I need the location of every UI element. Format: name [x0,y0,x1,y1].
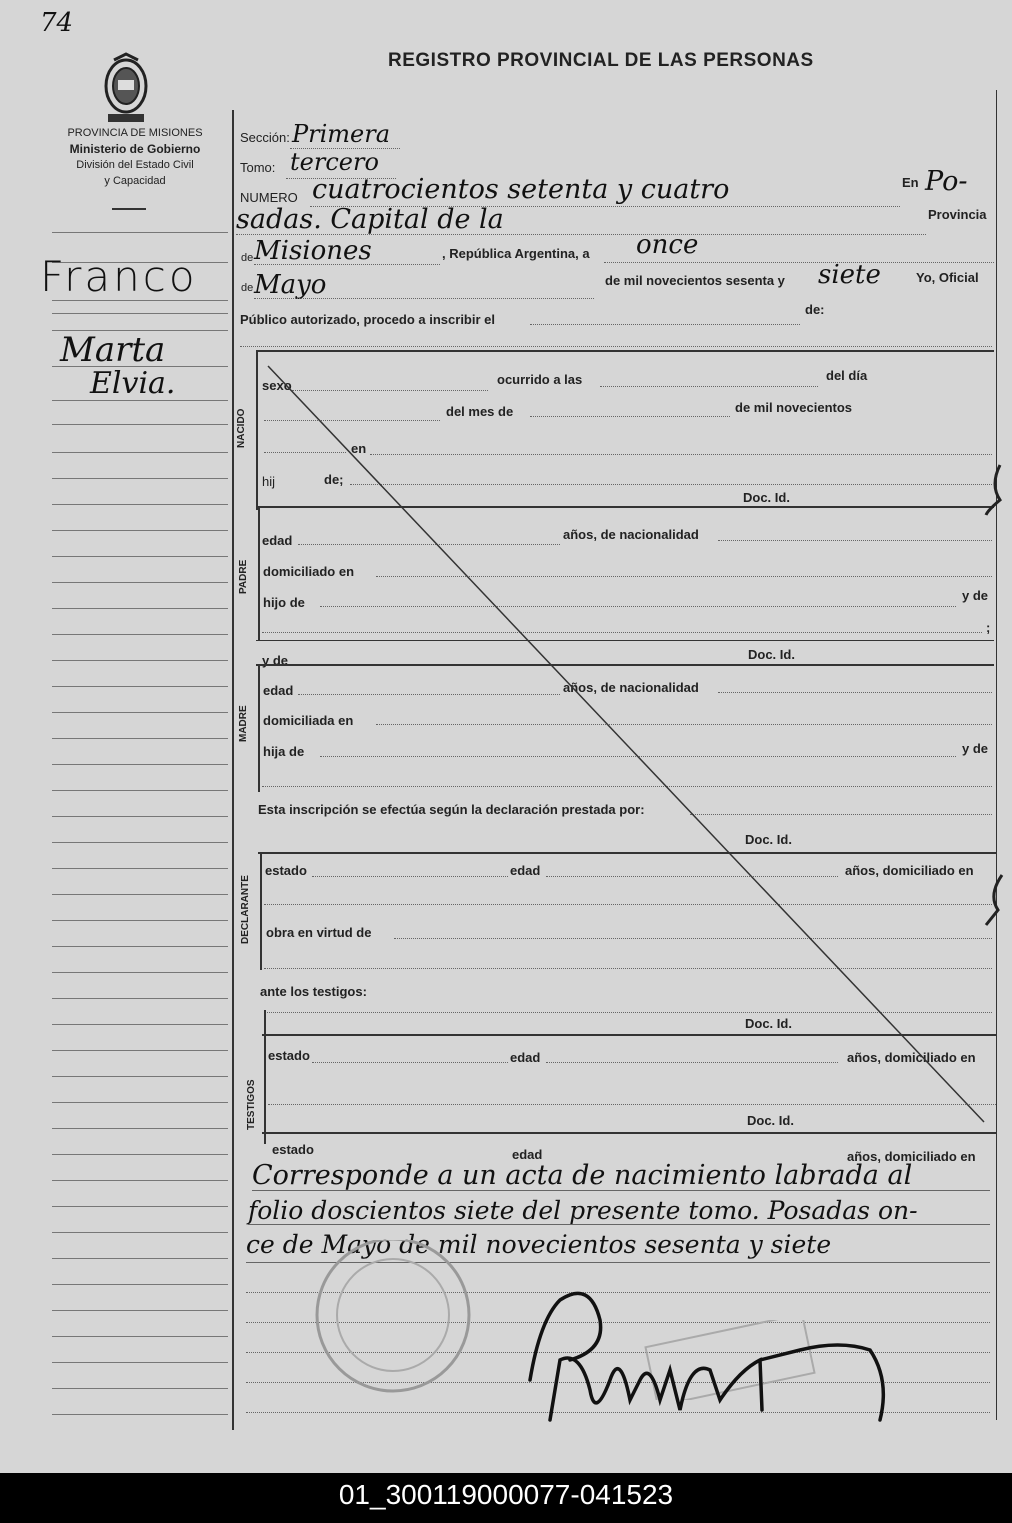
provincia-label: Provincia [928,207,987,222]
given-name-handwritten: Marta [60,330,166,370]
org-province: PROVINCIA DE MISIONES [67,127,203,139]
de-nacido-label: de; [324,472,344,487]
padre-anos-label: años, de nacionalidad [563,527,699,542]
official-seal-icon [298,1240,498,1400]
numero-value: cuatrocientos setenta y cuatro [312,174,730,205]
padre-yde-label: y de [962,588,989,603]
de-label: de [241,252,254,264]
testigos-section-label: TESTIGOS [246,1079,257,1130]
publico-label: Público autorizado, procedo a inscribir el [240,312,495,327]
yde2-label: y de [262,653,289,668]
year-label: de mil novecientos sesenta y [605,273,785,288]
padre-doc-label: Doc. Id. [748,647,795,662]
numero-label: NUMERO [240,190,298,205]
org-ministry: Ministerio de Gobierno [69,142,201,156]
en-value: Po- [925,166,968,197]
image-id-footer: 01_300119000077-041523 [0,1473,1012,1523]
dia-value: once [636,230,699,260]
org-capacity: y Capacidad [104,175,166,187]
declarante-doc-label: Doc. Id. [745,832,792,847]
padre-section-label: PADRE [238,559,249,594]
page-number: 74 [40,8,74,38]
testigo2-anos-label: años, domiciliado en [847,1149,976,1164]
tomo-label: Tomo: [240,160,276,175]
org-division: División del Estado Civil [76,159,194,171]
binding-clip-icon-2 [980,870,1010,930]
madre-anos-label: años, de nacionalidad [563,680,699,695]
sexo-label: sexo [262,378,292,393]
ocurrido-label: ocurrido a las [497,372,583,387]
nacido-section-label: NACIDO [236,408,247,448]
testigo1-estado-label: estado [268,1048,310,1063]
del-dia-label: del día [826,368,868,383]
padre-domicilio-label: domiciliado en [263,564,355,579]
testigos-intro: ante los testigos: [260,984,367,999]
padre-semicolon: ; [986,620,991,635]
page-title: REGISTRO PROVINCIAL DE LAS PERSONAS [388,50,814,71]
testigo2-doc-label: Doc. Id. [747,1113,794,1128]
padre-hijo-label: hijo de [263,595,305,610]
madre-yde-label: y de [962,741,989,756]
del-mes-label: del mes de [446,404,514,419]
madre-domicilio-label: domiciliada en [263,713,354,728]
de-label-2: de [241,282,254,294]
testigo2-edad-label: edad [512,1147,543,1162]
declarante-intro: Esta inscripción se efectúa según la declaración prestada por: [258,802,645,817]
seccion-value: Primera [292,120,391,148]
seccion-label: Sección: [240,130,290,145]
testigo2-estado-label: estado [272,1142,314,1157]
given-name-2-handwritten: Elvia. [90,366,176,401]
provincia-value: Misiones [254,236,372,266]
de-colon-label: de: [805,302,825,317]
declarante-anos-label: años, domiciliado en [845,863,974,878]
en-label: En [902,175,919,190]
madre-section-label: MADRE [238,705,249,742]
city-value: sadas. Capital de la [236,204,504,235]
obra-label: obra en virtud de [266,925,372,940]
surname-handwritten: Franco [40,252,198,301]
annotation-line-3: ce de Mayo de mil novecientos sesenta y siete [246,1230,832,1259]
binding-clip-icon [980,460,1010,520]
mes-value: Mayo [254,270,327,300]
nacido-doc-label: Doc. Id. [743,490,790,505]
madre-hija-label: hija de [263,744,305,759]
de-mil-label: de mil novecientos [735,400,853,415]
testigo1-anos-label: años, domiciliado en [847,1050,976,1065]
oficial-label: Yo, Oficial [916,270,979,285]
year-value: siete [818,260,881,290]
testigo1-doc-label: Doc. Id. [745,1016,792,1031]
republica-label: , República Argentina, a [442,246,590,261]
tomo-value: tercero [290,148,379,176]
testigo1-edad-label: edad [510,1050,541,1065]
signature-icon [510,1280,900,1440]
annotation-line-1: Corresponde a un acta de nacimiento labrada al [252,1160,913,1191]
annotation-line-2: folio doscientos siete del presente tomo. Posadas on- [248,1196,918,1225]
padre-edad-label: edad [262,533,293,548]
hij-label: hij [262,474,276,489]
en-nacido-label: en [351,441,367,456]
declarante-section-label: DECLARANTE [240,875,251,944]
declarante-estado-label: estado [265,863,307,878]
madre-edad-label: edad [263,683,294,698]
declarante-edad-label: edad [510,863,541,878]
